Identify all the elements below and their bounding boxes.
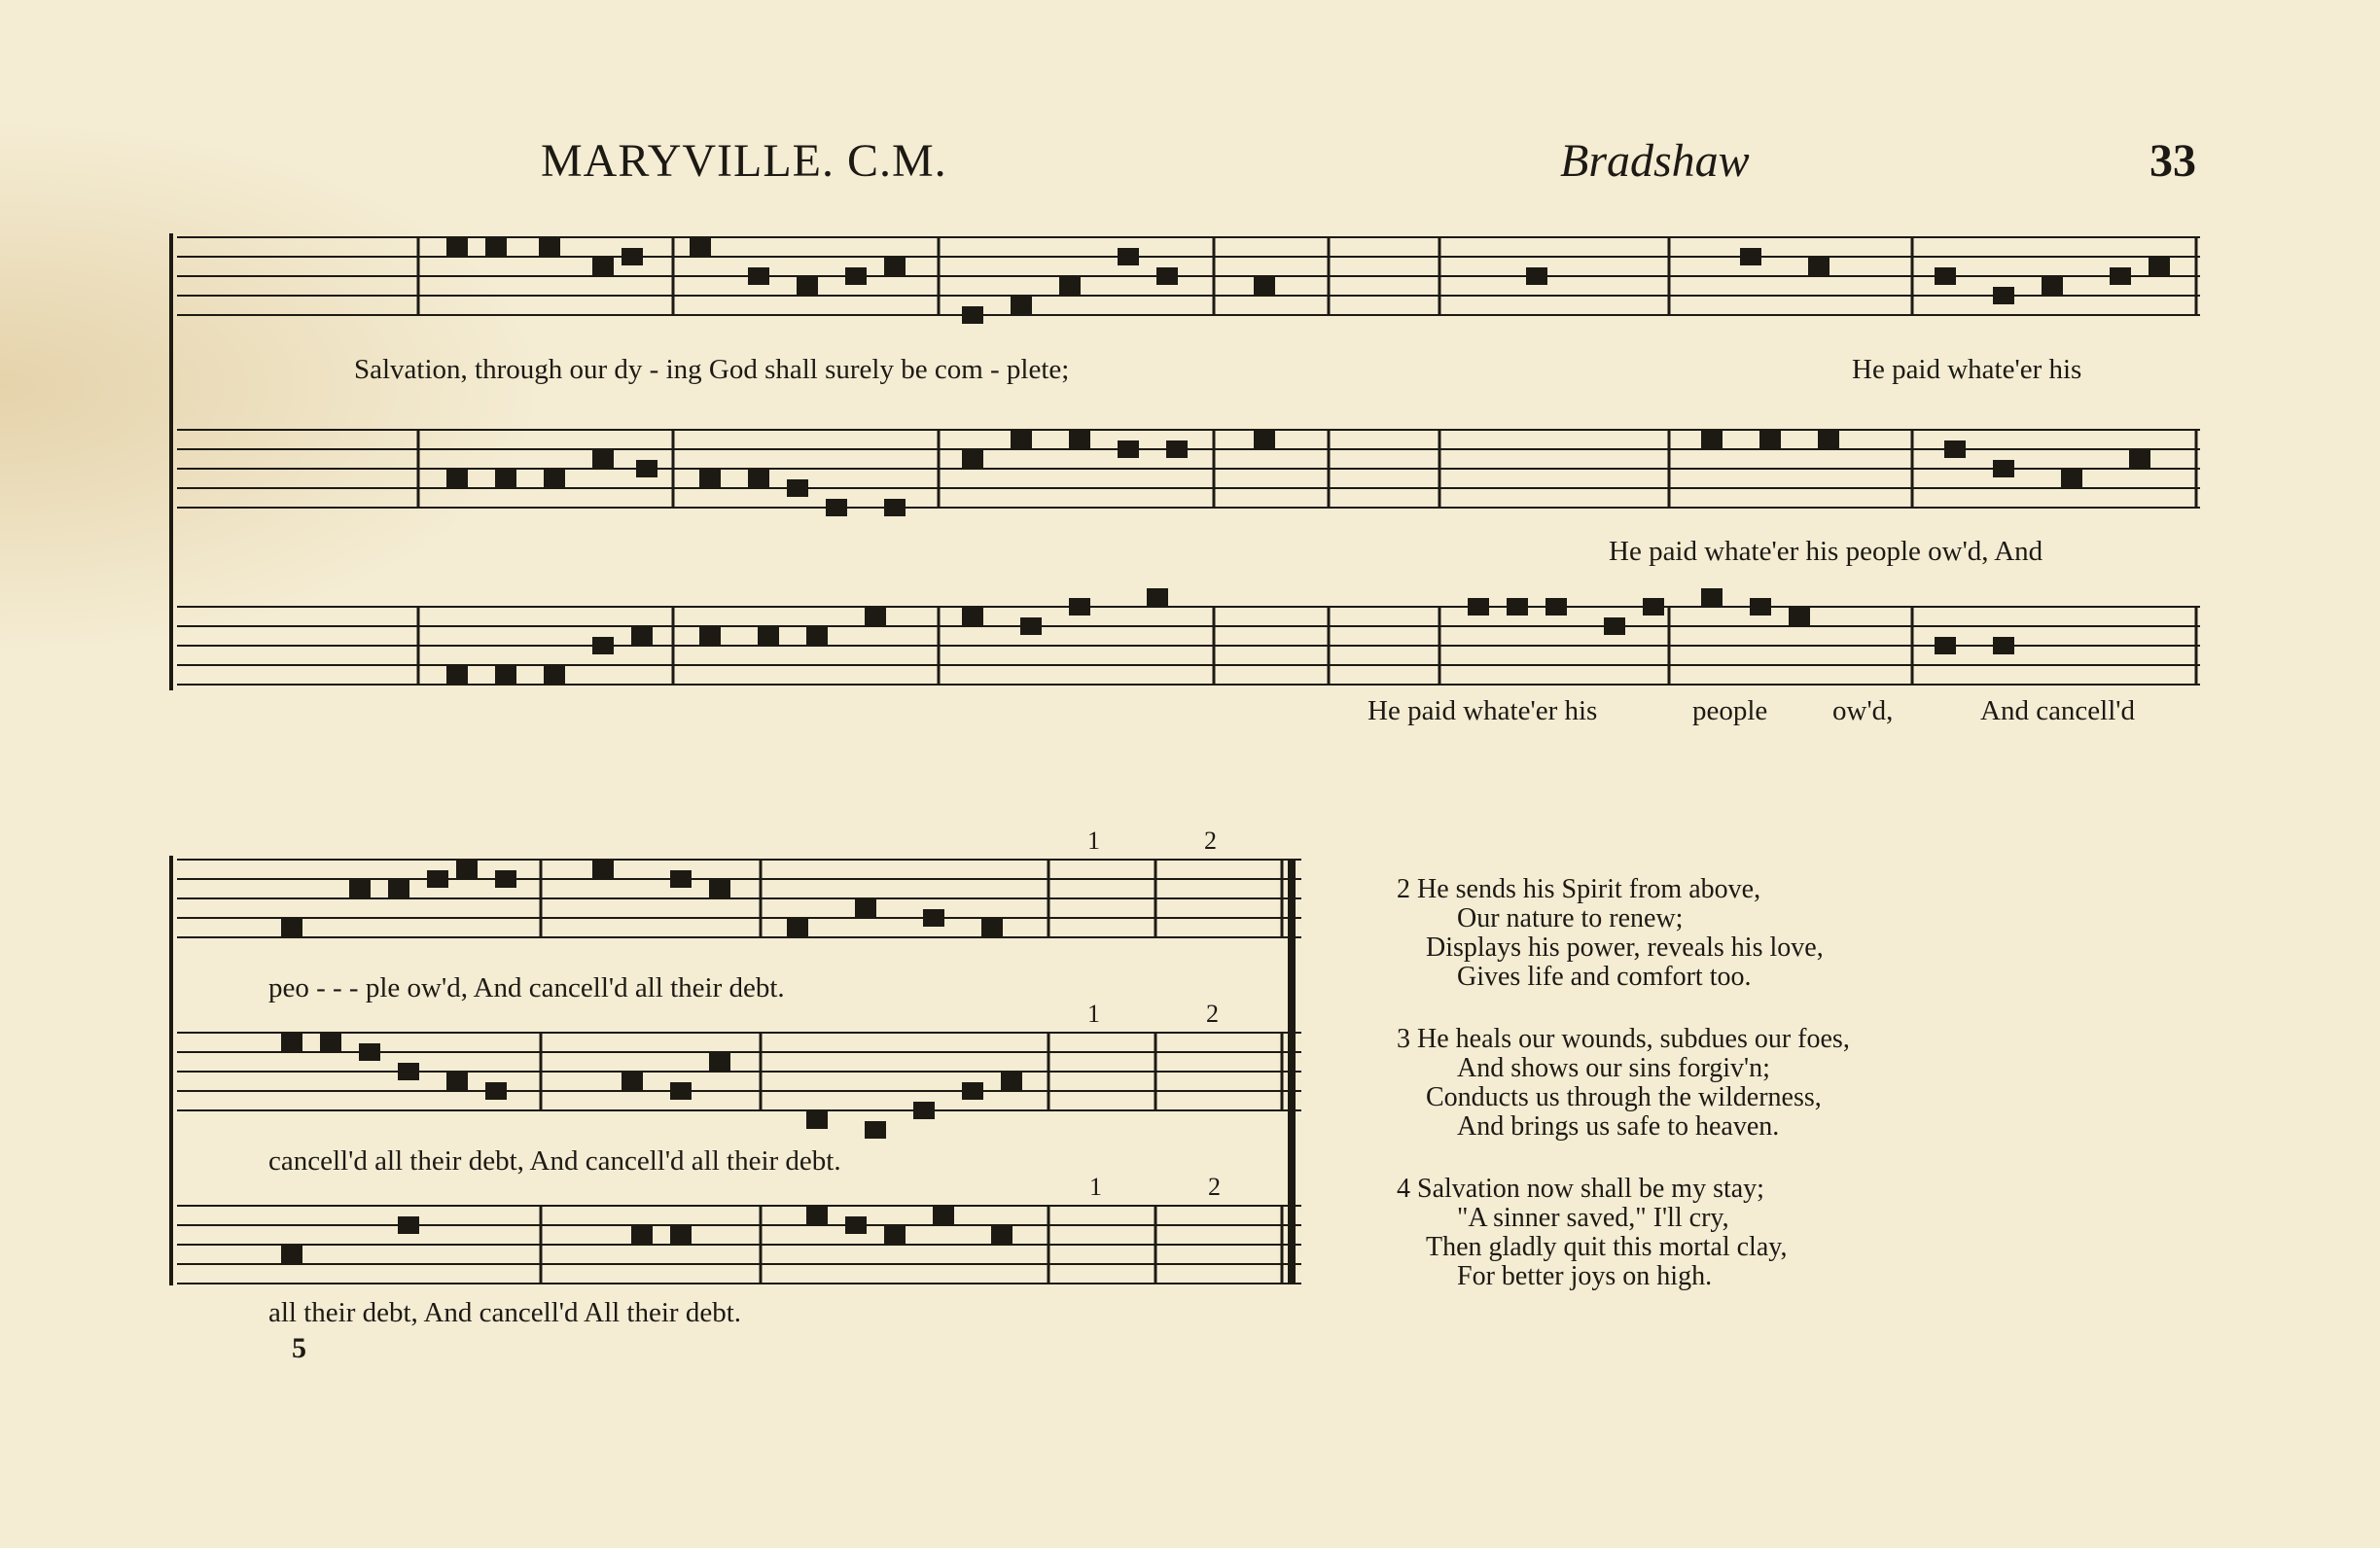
shape-note-head bbox=[1760, 432, 1780, 447]
shape-note-head bbox=[496, 667, 515, 683]
lyric-line-treble-1b: He paid whate'er his bbox=[1852, 354, 2082, 385]
lyric-line-bass-2: all their debt, And cancell'd All their debt. bbox=[268, 1297, 742, 1328]
shape-note-head bbox=[1508, 599, 1527, 615]
shape-note-head bbox=[885, 500, 905, 515]
shape-note-head bbox=[1702, 589, 1722, 605]
shape-note-head bbox=[1070, 599, 1089, 615]
shape-note-head bbox=[2111, 268, 2130, 284]
shape-note-head bbox=[593, 259, 613, 274]
shape-note-head bbox=[593, 862, 613, 877]
shape-note-head bbox=[1644, 599, 1663, 615]
verses-block bbox=[1397, 875, 1850, 1324]
ending-2-label: 2 bbox=[1204, 827, 1217, 855]
shape-note-head bbox=[496, 471, 515, 486]
verse-line: "A sinner saved," I'll cry, bbox=[1457, 1203, 1729, 1233]
shape-note-head bbox=[846, 268, 866, 284]
ending-1-label-bass: 1 bbox=[1089, 1173, 1102, 1201]
shape-note-head bbox=[545, 667, 564, 683]
shape-note-head bbox=[428, 871, 447, 887]
shape-note-head bbox=[1255, 278, 1274, 294]
shape-note-head bbox=[486, 239, 506, 255]
shape-note-head bbox=[447, 1073, 467, 1089]
shape-note-head bbox=[1469, 599, 1488, 615]
shape-note-head bbox=[360, 1044, 379, 1060]
shape-note-head bbox=[1527, 268, 1546, 284]
verse-line: Then gladly quit this mortal clay, bbox=[1426, 1232, 1788, 1262]
system-2-staves bbox=[171, 856, 1301, 1285]
shape-note-head bbox=[807, 628, 827, 644]
shape-note-head bbox=[934, 1208, 953, 1223]
shape-note-head bbox=[1994, 461, 2013, 476]
shape-note-head bbox=[1012, 432, 1031, 447]
shape-note-head bbox=[924, 910, 943, 926]
shape-note-head bbox=[622, 1073, 642, 1089]
shape-note-head bbox=[2062, 471, 2081, 486]
shape-note-head bbox=[540, 239, 559, 255]
stanza-4 bbox=[1397, 1175, 1850, 1291]
hymn-title: MARYVILLE. C.M. bbox=[541, 135, 947, 187]
shape-note-head bbox=[963, 307, 982, 323]
shape-note-head bbox=[788, 920, 807, 935]
shape-note-head bbox=[700, 471, 720, 486]
shape-note-head bbox=[321, 1035, 340, 1050]
shape-note-head bbox=[637, 461, 657, 476]
verse-line: Gives life and comfort too. bbox=[1457, 962, 1752, 992]
lyric-line-treble-1: Salvation, through our dy - ing God shall surely be com - plete; bbox=[354, 354, 1070, 385]
shape-note-head bbox=[593, 638, 613, 653]
shape-note-head bbox=[1167, 441, 1187, 457]
verse-line: And brings us safe to heaven. bbox=[1457, 1111, 1780, 1142]
shape-note-head bbox=[691, 239, 710, 255]
shape-note-head bbox=[1119, 249, 1138, 264]
shape-note-head bbox=[1002, 1073, 1021, 1089]
shape-note-head bbox=[885, 1227, 905, 1243]
shape-note-head bbox=[2130, 451, 2149, 467]
shape-note-head bbox=[1936, 638, 1955, 653]
shape-note-head bbox=[798, 278, 817, 294]
stanza-2 bbox=[1397, 875, 1850, 992]
shape-note-head bbox=[992, 1227, 1012, 1243]
composer-name: Bradshaw bbox=[1560, 135, 1750, 187]
shape-note-head bbox=[671, 1227, 691, 1243]
shape-note-head bbox=[545, 471, 564, 486]
page-number: 33 bbox=[2149, 135, 2196, 187]
ending-2-label-alto: 2 bbox=[1206, 1000, 1219, 1028]
shape-note-head bbox=[1148, 589, 1167, 605]
shape-note-head bbox=[1012, 298, 1031, 313]
ending-1-label-alto: 1 bbox=[1087, 1000, 1100, 1028]
shape-note-head bbox=[457, 862, 477, 877]
lyric-line-bass-1b: people bbox=[1692, 695, 1768, 726]
shape-note-head bbox=[749, 471, 768, 486]
shape-note-head bbox=[1119, 441, 1138, 457]
shape-note-head bbox=[710, 1054, 729, 1070]
signature-mark: 5 bbox=[292, 1332, 306, 1364]
shape-note-head bbox=[1702, 432, 1722, 447]
shape-note-head bbox=[866, 1122, 885, 1138]
ending-2-label-bass: 2 bbox=[1208, 1173, 1221, 1201]
shape-note-head bbox=[1994, 638, 2013, 653]
shape-note-head bbox=[963, 451, 982, 467]
verse-line: For better joys on high. bbox=[1457, 1261, 1713, 1291]
shape-note-head bbox=[2043, 278, 2062, 294]
lyric-line-bass-1c: ow'd, bbox=[1832, 695, 1894, 726]
shape-note-head bbox=[1936, 268, 1955, 284]
shape-note-head bbox=[788, 480, 807, 496]
shape-note-head bbox=[1790, 609, 1809, 624]
shape-note-head bbox=[710, 881, 729, 897]
shape-notes bbox=[282, 239, 2169, 1262]
shape-note-head bbox=[963, 1083, 982, 1099]
shape-note-head bbox=[350, 881, 370, 897]
lyric-line-alto-1: He paid whate'er his people ow'd, And bbox=[1609, 536, 2043, 567]
shape-note-head bbox=[496, 871, 515, 887]
lyric-line-alto-2: cancell'd all their debt, And cancell'd all their debt. bbox=[268, 1145, 841, 1177]
shape-note-head bbox=[1157, 268, 1177, 284]
shape-note-head bbox=[866, 609, 885, 624]
shape-note-head bbox=[671, 871, 691, 887]
verse-line: Displays his power, reveals his love, bbox=[1426, 932, 1824, 963]
shape-note-head bbox=[1819, 432, 1838, 447]
shape-note-head bbox=[1060, 278, 1080, 294]
shape-note-head bbox=[846, 1217, 866, 1233]
lyric-line-bass-1a: He paid whate'er his bbox=[1368, 695, 1598, 726]
verse-line: Our nature to renew; bbox=[1457, 903, 1684, 933]
shape-note-head bbox=[1070, 432, 1089, 447]
shape-note-head bbox=[282, 1247, 302, 1262]
shape-note-head bbox=[1021, 618, 1041, 634]
shape-note-head bbox=[622, 249, 642, 264]
verse-line: 4 Salvation now shall be my stay; bbox=[1397, 1174, 1764, 1204]
shape-note-head bbox=[885, 259, 905, 274]
shape-note-head bbox=[399, 1217, 418, 1233]
shape-note-head bbox=[807, 1112, 827, 1128]
shape-note-head bbox=[447, 239, 467, 255]
shape-note-head bbox=[749, 268, 768, 284]
shape-note-head bbox=[282, 1035, 302, 1050]
verse-line: And shows our sins forgiv'n; bbox=[1457, 1053, 1770, 1083]
shape-note-head bbox=[447, 667, 467, 683]
shape-note-head bbox=[914, 1103, 934, 1118]
shape-note-head bbox=[447, 471, 467, 486]
verse-line: 2 He sends his Spirit from above, bbox=[1397, 874, 1761, 904]
shape-note-head bbox=[593, 451, 613, 467]
shape-note-head bbox=[827, 500, 846, 515]
shape-note-head bbox=[1751, 599, 1770, 615]
shape-note-head bbox=[963, 609, 982, 624]
shape-note-head bbox=[632, 1227, 652, 1243]
shape-note-head bbox=[1605, 618, 1624, 634]
shape-note-head bbox=[856, 900, 875, 916]
lyric-line-treble-2: peo - - - ple ow'd, And cancell'd all their debt. bbox=[268, 972, 785, 1003]
shape-note-head bbox=[1741, 249, 1760, 264]
shape-note-head bbox=[399, 1064, 418, 1079]
verse-line: 3 He heals our wounds, subdues our foes, bbox=[1397, 1024, 1850, 1054]
stanza-3 bbox=[1397, 1025, 1850, 1142]
shape-note-head bbox=[1546, 599, 1566, 615]
shape-note-head bbox=[671, 1083, 691, 1099]
shape-note-head bbox=[282, 920, 302, 935]
shape-note-head bbox=[982, 920, 1002, 935]
shape-note-head bbox=[389, 881, 409, 897]
shape-note-head bbox=[1255, 432, 1274, 447]
shape-note-head bbox=[632, 628, 652, 644]
shape-note-head bbox=[1945, 441, 1965, 457]
shape-note-head bbox=[807, 1208, 827, 1223]
system-1-staves bbox=[171, 233, 2200, 690]
lyric-line-bass-1d: And cancell'd bbox=[1980, 695, 2136, 726]
shape-note-head bbox=[1809, 259, 1829, 274]
shape-note-head bbox=[1994, 288, 2013, 303]
ending-1-label: 1 bbox=[1087, 827, 1100, 855]
shape-note-head bbox=[759, 628, 778, 644]
shape-note-head bbox=[2149, 259, 2169, 274]
shape-note-head bbox=[700, 628, 720, 644]
shape-note-head bbox=[486, 1083, 506, 1099]
verse-line: Conducts us through the wilderness, bbox=[1426, 1082, 1822, 1112]
